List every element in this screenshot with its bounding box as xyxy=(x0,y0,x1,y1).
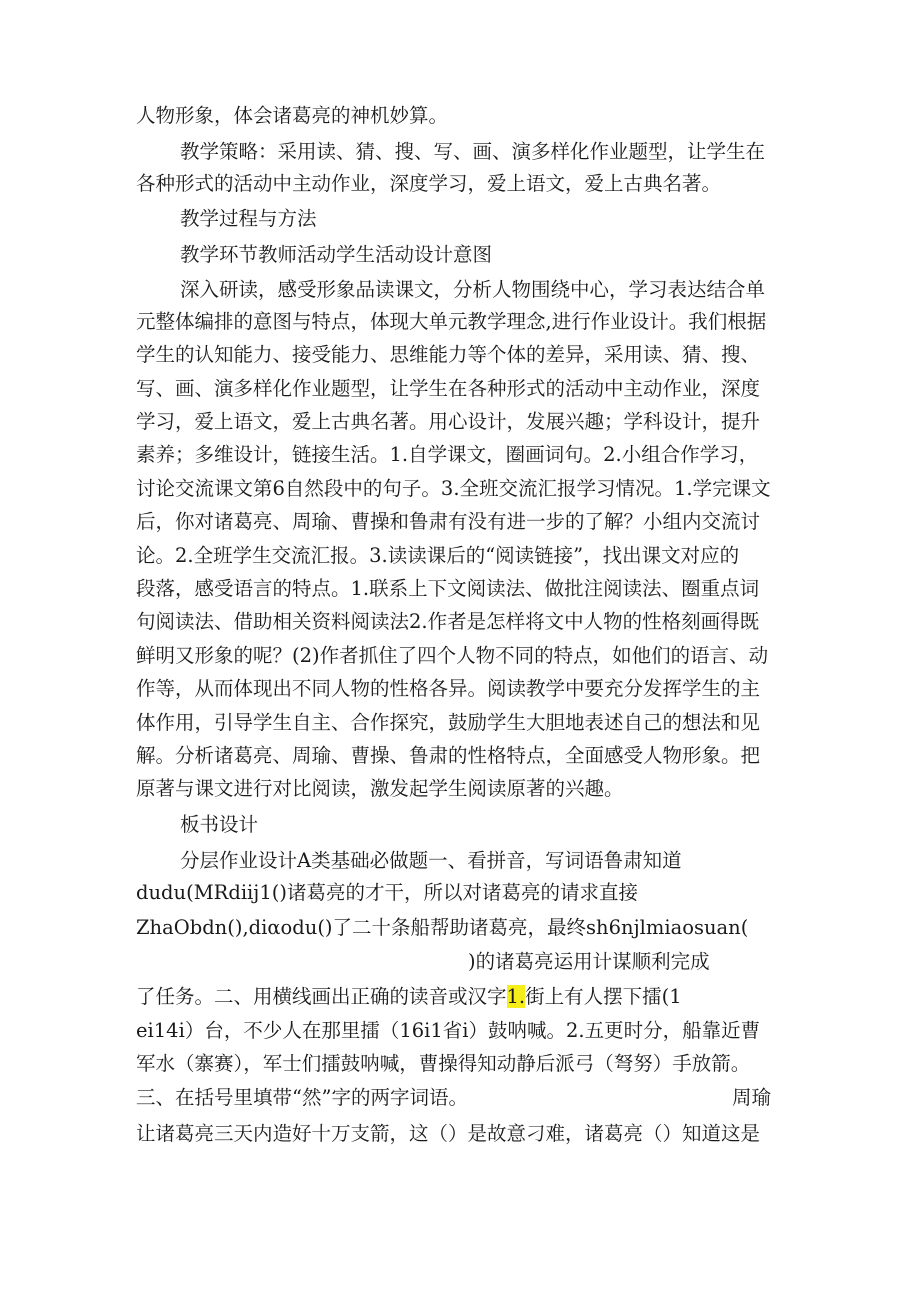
text-line xyxy=(0,442,920,468)
text-line xyxy=(0,509,920,535)
text-line xyxy=(0,1085,920,1111)
text-line xyxy=(0,812,920,838)
text-line-content: 教学环节教师活动学生活动设计意图 xyxy=(180,243,493,266)
text-line xyxy=(0,103,920,129)
text-line xyxy=(0,277,920,303)
text-line xyxy=(0,880,920,906)
text-line xyxy=(0,776,920,802)
text-line-content: 后，你对诸葛亮、周瑜、曹操和鲁肃有没有进一步的了解？小组内交流讨 xyxy=(136,510,761,533)
text-line-content: 周瑜 xyxy=(732,1086,772,1109)
text-line-content: )的诸葛亮运用计谋顺利完成 xyxy=(468,950,710,973)
text-line-content: 原著与课文进行对比阅读，激发起学生阅读原著的兴趣。 xyxy=(136,777,624,800)
text-line-content: 写、画、演多样化作业题型，让学生在各种形式的活动中主动作业，深度 xyxy=(136,377,761,400)
text-line-content: 论。2.全班学生交流汇报。3.读读课后的“阅读链接”，找出课文对应的 xyxy=(136,544,740,567)
text-line-content: 体作用，引导学生自主、合作探究，鼓励学生大胆地表述自己的想法和见 xyxy=(136,711,761,734)
text-line xyxy=(0,848,920,874)
text-line-content: 句阅读法、借助相关资料阅读法2.作者是怎样将文中人物的性格刻画得既 xyxy=(136,610,760,633)
text-line xyxy=(0,171,920,197)
text-line xyxy=(0,984,920,1010)
text-line-content: 段落，感受语言的特点。1.联系上下文阅读法、做批注阅读法、圈重点词 xyxy=(136,577,760,600)
text-line-content: 各种形式的活动中主动作业，深度学习，爱上语文，爱上古典名著。 xyxy=(136,172,722,195)
text-line xyxy=(0,1018,920,1044)
text-line-content: 板书设计 xyxy=(180,813,259,836)
text-line-content: ei14i）台，不少人在那里擂（16i1省i）鼓呐喊。2.五更时分，船靠近曹 xyxy=(136,1019,761,1042)
text-line-content: 讨论交流课文第6自然段中的句子。3.全班交流汇报学习情况。1.学完课文 xyxy=(136,477,771,500)
text-line-continuation: 街上有人摆下擂(1 xyxy=(525,985,682,1008)
text-line-content: 分层作业设计A类基础必做题一、看拼音，写词语鲁肃知道 xyxy=(180,849,682,872)
text-line xyxy=(0,743,920,769)
text-line-content: 教学过程与方法 xyxy=(180,207,317,230)
text-line xyxy=(0,915,920,941)
text-line xyxy=(0,476,920,502)
text-line-content: 鲜明又形象的呢？(2)作者抓住了四个人物不同的特点，如他们的语言、动 xyxy=(136,644,769,667)
text-line xyxy=(0,206,920,232)
text-line-content: 教学策略：采用读、猜、搜、写、画、演多样化作业题型，让学生在 xyxy=(180,140,766,163)
text-line-content: 解。分析诸葛亮、周瑜、曹操、鲁肃的性格特点，全面感受人物形象。把 xyxy=(136,744,761,767)
text-line-content: 三、在括号里填带“然”字的两字词语。 xyxy=(136,1086,468,1109)
text-line xyxy=(0,1051,920,1077)
text-line xyxy=(0,342,920,368)
text-line xyxy=(0,609,920,635)
text-line-content: 元整体编排的意图与特点，体现大单元教学理念,进行作业设计。我们根据 xyxy=(136,310,767,333)
text-line xyxy=(0,376,920,402)
text-line xyxy=(0,710,920,736)
text-line-content: 人物形象，体会诸葛亮的神机妙算。 xyxy=(136,104,449,127)
text-line xyxy=(0,676,920,702)
text-line xyxy=(0,949,920,975)
text-line-content: ZhaObdn(),diαodu()了二十条船帮助诸葛亮，最终sh6njlmiaosuan( xyxy=(136,916,749,939)
text-line-content: 学生的认知能力、接受能力、思维能力等个体的差异，采用读、猜、搜、 xyxy=(136,343,761,366)
text-line-content: 素养；多维设计，链接生活。1.自学课文，圈画词句。2.小组合作学习， xyxy=(136,443,759,466)
text-line xyxy=(0,139,920,165)
text-line-content: 了任务。二、用横线画出正确的读音或汉字 xyxy=(136,985,507,1008)
text-line xyxy=(0,409,920,435)
text-line-content: 深入研读，感受形象品读课文，分析人物围绕中心，学习表达结合单 xyxy=(180,278,766,301)
text-line xyxy=(0,543,920,569)
text-line-content: 作等，从而体现出不同人物的性格各异。阅读教学中要充分发挥学生的主 xyxy=(136,677,761,700)
text-line xyxy=(0,309,920,335)
text-line xyxy=(0,1121,920,1147)
highlighted-text: 1. xyxy=(506,985,526,1008)
text-line-content: 学习，爱上语文，爱上古典名著。用心设计，发展兴趣；学科设计，提升 xyxy=(136,410,761,433)
text-line xyxy=(0,643,920,669)
text-line xyxy=(0,576,920,602)
text-line-content: dudu(MRdiij1()诸葛亮的才干，所以对诸葛亮的请求直接 xyxy=(136,881,638,904)
text-line xyxy=(0,242,920,268)
text-line-content: 军水（寨赛），军士们擂鼓呐喊，曹操得知动静后派弓（弩努）手放箭。 xyxy=(136,1052,751,1075)
text-line-content: 让诸葛亮三天内造好十万支箭，这（）是故意刁难，诸葛亮（）知道这是 xyxy=(136,1122,761,1145)
